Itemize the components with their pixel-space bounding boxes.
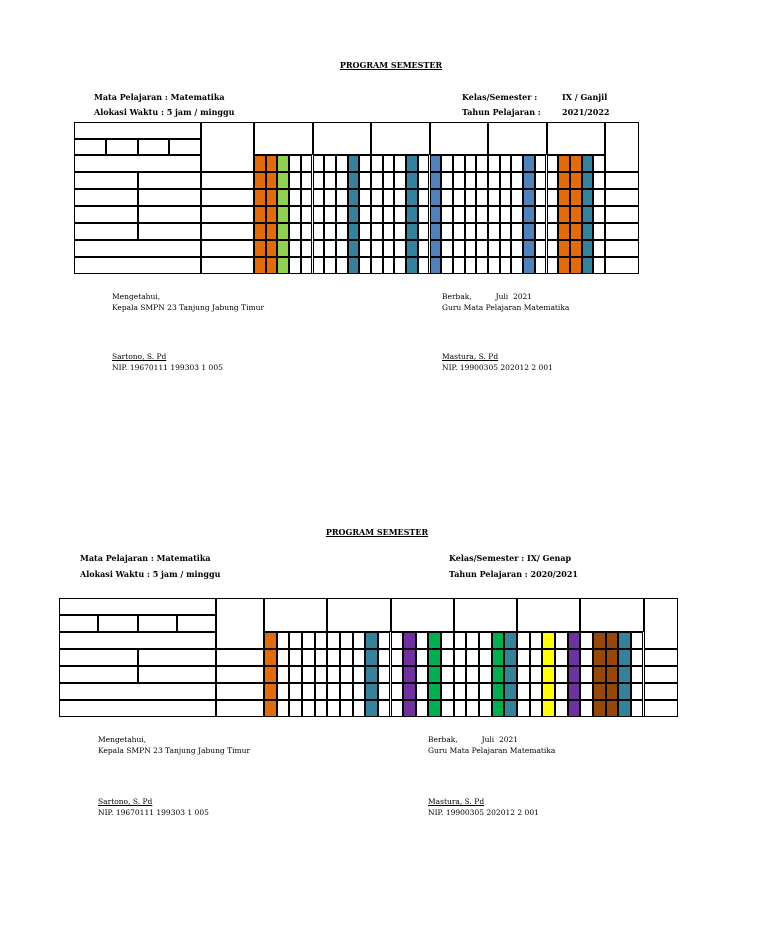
sign-nip: NIP. 19900305 202012 2 001 — [428, 808, 539, 817]
signature-headmaster — [112, 291, 264, 313]
tahun-pelajaran-label: Tahun Pelajaran : — [462, 107, 541, 117]
sign-nip: NIP. 19670111 199303 1 005 — [98, 808, 209, 817]
table-frame — [59, 598, 678, 717]
mata-pelajaran: Mata Pelajaran : Matematika — [80, 553, 211, 563]
signature-headmaster-name-block — [98, 796, 209, 818]
mata-pelajaran: Mata Pelajaran : Matematika — [94, 92, 225, 102]
signature-teacher — [428, 734, 555, 756]
signature-headmaster — [98, 734, 250, 756]
signature-teacher — [442, 291, 569, 313]
alokasi-waktu: Alokasi Waktu : 5 jam / minggu — [80, 569, 221, 579]
sign-nip: NIP. 19670111 199303 1 005 — [112, 363, 223, 372]
program-semester-table — [74, 122, 639, 274]
page-title: PROGRAM SEMESTER — [339, 60, 443, 70]
kelas-semester-label: Kelas/Semester : IX/ Genap — [449, 553, 572, 563]
sign-place-date: Berbak, Juli 2021 — [442, 292, 533, 301]
signature-headmaster-name-block — [112, 351, 223, 373]
sign-name: Mastura, S. Pd — [428, 797, 485, 806]
sign-place-date: Berbak, Juli 2021 — [428, 735, 519, 744]
sign-role: Kepala SMPN 23 Tanjung Jabung Timur — [98, 746, 251, 755]
signature-teacher-name-block — [428, 796, 539, 818]
sign-name: Mastura, S. Pd — [442, 352, 499, 361]
sign-name: Sartono, S. Pd — [98, 797, 153, 806]
sign-role: Guru Mata Pelajaran Matematika — [428, 746, 556, 755]
alokasi-waktu: Alokasi Waktu : 5 jam / minggu — [94, 107, 235, 117]
sign-role: Guru Mata Pelajaran Matematika — [442, 303, 570, 312]
program-semester-table — [59, 598, 678, 717]
sign-greeting: Mengetahui, — [98, 735, 147, 744]
sign-greeting: Mengetahui, — [112, 292, 161, 301]
table-frame — [74, 122, 639, 274]
sign-name: Sartono, S. Pd — [112, 352, 167, 361]
tahun-pelajaran-value: 2021/2022 — [562, 107, 610, 117]
signature-teacher-name-block — [442, 351, 553, 373]
sign-nip: NIP. 19900305 202012 2 001 — [442, 363, 553, 372]
kelas-semester-label: Kelas/Semester : — [462, 92, 538, 102]
sign-role: Kepala SMPN 23 Tanjung Jabung Timur — [112, 303, 265, 312]
kelas-semester-value: IX / Ganjil — [562, 92, 608, 102]
tahun-pelajaran-label: Tahun Pelajaran : 2020/2021 — [449, 569, 578, 579]
page-title: PROGRAM SEMESTER — [325, 527, 429, 537]
